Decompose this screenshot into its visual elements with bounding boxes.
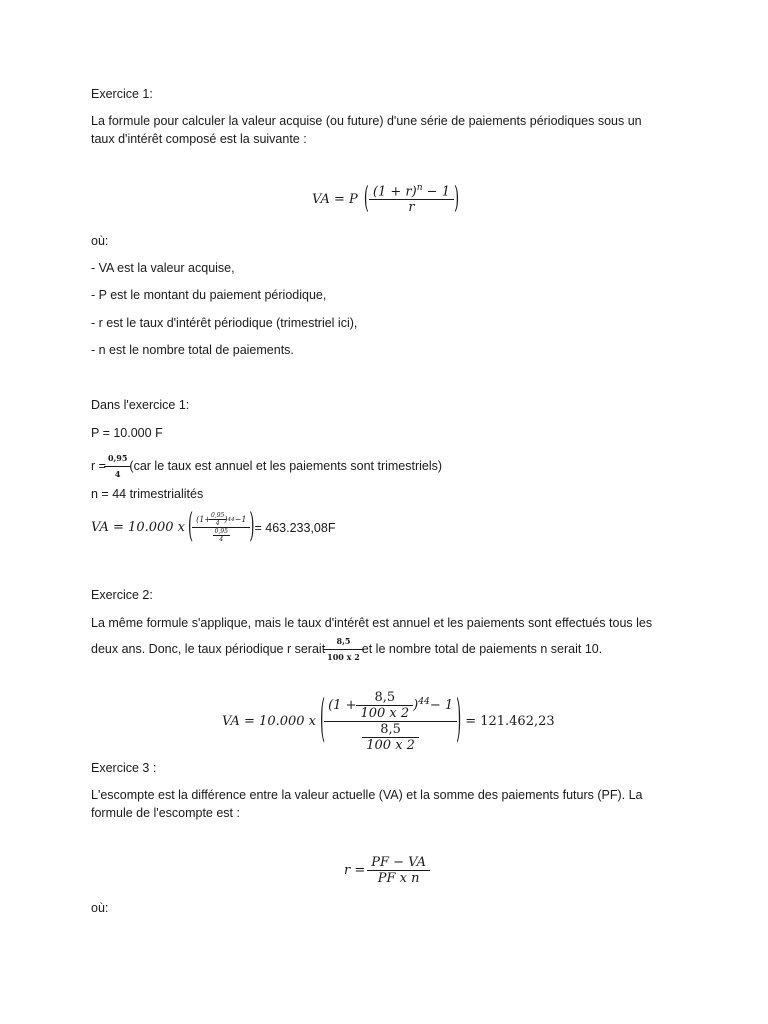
ex2-calc-inner-fraction (358, 690, 411, 721)
left-paren: ( (363, 181, 369, 217)
formula-fraction (371, 183, 452, 215)
ex3-formula-lhs: r = (344, 863, 366, 878)
dans-exercice-label: Dans l'exercice 1: (91, 398, 190, 412)
calc-inner-fraction-denominator: 4 (209, 519, 226, 527)
exercise-1-intro-line-2: taux d'intérêt composé est la suivante : (91, 132, 307, 146)
ex3-formula-numerator: PF − VA (371, 855, 427, 870)
formula-numerator-tail: − 1 (422, 184, 450, 200)
exercise-2-rate-fraction (325, 634, 362, 665)
ex2-calc-right-paren: ) (456, 692, 462, 751)
exercise-3-ou-label: où: (91, 901, 109, 915)
exercise-3-formula (344, 855, 428, 886)
calc-denominator-denominator: 4 (213, 535, 230, 543)
exercise-1-intro-line-1: La formule pour calculer la valeur acquise (ou future) d'une série de paiements périodiques sous un (91, 114, 642, 128)
r-fraction-numerator: 0,95 (107, 453, 128, 463)
calc-inner-tail: −1 (234, 515, 247, 524)
ex2-calc-lhs: VA = 10.000 x (222, 714, 317, 729)
r-fraction (106, 451, 129, 482)
exercise-1-calculation (91, 508, 336, 547)
p-value: P = 10.000 F (91, 426, 163, 440)
calc-result: = 463.233,08F (254, 520, 336, 535)
calc-inner-open: (1+ (196, 515, 212, 524)
exercise-2-line-2 (91, 634, 602, 665)
exercise-2-rate-numerator: 8,5 (336, 636, 351, 646)
exercise-3-line-2: formule de l'escompte est : (91, 806, 240, 820)
ex3-formula-fraction (369, 855, 428, 886)
r-value-line (91, 451, 442, 482)
definition-va: - VA est la valeur acquise, (91, 261, 235, 275)
r-fraction-denominator: 4 (104, 466, 131, 482)
ex2-calc-inner-numerator: 8,5 (374, 690, 396, 705)
definition-r: - r est le taux d'intérêt périodique (trimestriel ici), (91, 316, 358, 330)
ex2-calc-denominator-numerator: 8,5 (380, 722, 401, 737)
ex2-calc-main-fraction (326, 690, 455, 753)
ex3-formula-denominator: PF x n (367, 870, 430, 886)
definition-n: - n est le nombre total de paiements. (91, 343, 294, 357)
calc-lhs: VA = 10.000 x (91, 520, 186, 535)
ex2-calc-denominator-fraction (364, 722, 417, 753)
ex2-calc-denominator-denominator: 100 x 2 (362, 737, 419, 753)
ou-label: où: (91, 234, 109, 248)
n-value: n = 44 trimestrialités (91, 487, 204, 501)
r-note: (car le taux est annuel et les paiements sont trimestriels) (129, 459, 443, 473)
ex2-calc-exponent: 44 (418, 696, 430, 707)
calc-inner-close: ) (224, 515, 228, 524)
ex2-calc-left-paren: ( (320, 692, 326, 751)
ex2-calc-result: = 121.462,23 (465, 714, 555, 729)
exercise-2-rate-denominator: 100 x 2 (323, 649, 364, 665)
exercise-2-calculation (222, 690, 555, 753)
right-paren: ) (453, 181, 460, 217)
exercise-3-heading: Exercice 3 : (91, 761, 157, 775)
exercise-2-line-2-start: deux ans. Donc, le taux périodique r serait (91, 642, 326, 656)
ex2-calc-open: (1 + (328, 698, 357, 713)
calc-inner-fraction-numerator: 0,95 (211, 512, 225, 519)
exercise-2-line-2-end: et le nombre total de paiements n serait 10. (361, 642, 603, 656)
calc-inner-fraction (211, 512, 224, 527)
calc-main-fraction (194, 512, 248, 543)
exercise-2-heading: Exercice 2: (91, 588, 153, 602)
definition-p: - P est le montant du paiement périodique, (91, 288, 327, 302)
formula-exponent: n (416, 183, 423, 193)
calc-right-paren: ) (249, 508, 255, 547)
calc-left-paren: ( (188, 508, 194, 547)
formula-numerator: (1 + r) (372, 184, 417, 200)
exercise-1-heading: Exercice 1: (91, 87, 153, 101)
exercise-3-line-1: L'escompte est la différence entre la valeur actuelle (VA) et la somme des paiements futurs (PF). La (91, 788, 643, 802)
formula-denominator: r (369, 199, 454, 215)
calc-inner-exponent: 44 (227, 516, 235, 523)
ex2-calc-inner-denominator: 100 x 2 (356, 705, 413, 721)
formula-lhs: VA = P (312, 191, 358, 207)
r-prefix: r = (91, 459, 106, 473)
exercise-2-line-1: La même formule s'applique, mais le taux d'intérêt est annuel et les paiements sont effectués tous les (91, 616, 653, 630)
calc-denominator-fraction (215, 528, 228, 543)
ex2-calc-tail: − 1 (429, 698, 454, 713)
ex2-calc-close: ) (413, 698, 419, 713)
calc-denominator-numerator: 0,95 (214, 528, 228, 535)
exercise-1-formula (312, 183, 459, 215)
